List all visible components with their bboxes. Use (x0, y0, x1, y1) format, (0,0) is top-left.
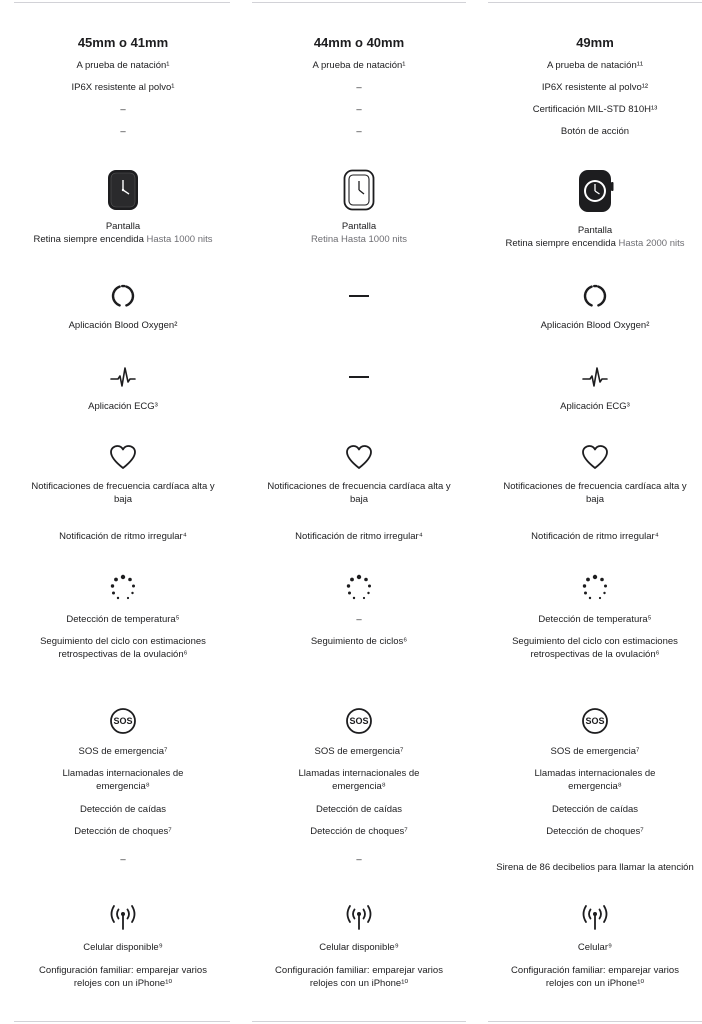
model-title: 49mm (576, 35, 614, 50)
dash-icon (349, 376, 369, 378)
crash-detection: Detección de choques⁷ (310, 826, 408, 837)
ecg-icon (580, 363, 610, 393)
display-spec (242, 233, 476, 246)
mil-spec: – (356, 104, 362, 115)
action-button-spec: Botón de acción (560, 126, 630, 137)
international-calls: Llamadas internacionales de emergencia⁸ (534, 768, 656, 792)
dust-spec: – (356, 82, 362, 93)
ecg-icon (108, 363, 138, 393)
temperature-icon (108, 573, 138, 603)
mil-spec: – (120, 104, 126, 115)
siren: – (120, 854, 126, 865)
temperature-icon (344, 573, 374, 603)
heart-icon (344, 443, 374, 471)
action-button-spec: – (120, 126, 126, 137)
family-setup: Configuración familiar: emparejar varios relojes con un iPhone¹⁰ (511, 965, 679, 989)
display-label: Pantalla (577, 225, 613, 236)
display-brightness: Hasta 2000 nits (618, 238, 685, 249)
fall-detection: Detección de caídas (79, 804, 167, 815)
sos-badge-text: SOS (349, 716, 369, 726)
irregular-rhythm: Notificación de ritmo irregular⁴ (531, 531, 659, 542)
crash-detection: Detección de choques⁷ (74, 826, 172, 837)
irregular-rhythm: Notificación de ritmo irregular⁴ (59, 531, 187, 542)
cellular-label: Celular disponible⁹ (319, 942, 399, 953)
international-calls: Llamadas internacionales de emergencia⁸ (298, 768, 420, 792)
compare-column-se (242, 0, 476, 1024)
action-button-spec: – (356, 126, 362, 137)
swim-spec: A prueba de natación¹ (76, 60, 170, 71)
display-brightness: Hasta 1000 nits (341, 234, 408, 245)
temperature-sensing: – (356, 614, 362, 625)
siren: – (356, 854, 362, 865)
display-brightness: Hasta 1000 nits (146, 234, 213, 245)
cellular-icon (342, 904, 376, 932)
sos-icon (109, 707, 137, 735)
dash-icon (349, 295, 369, 297)
crash-detection: Detección de choques⁷ (546, 826, 644, 837)
sos-icon (345, 707, 373, 735)
heart-icon (580, 443, 610, 471)
display-type: Retina siempre encendida (505, 238, 616, 249)
family-setup: Configuración familiar: emparejar varios relojes con un iPhone¹⁰ (39, 965, 207, 989)
temperature-icon (580, 573, 610, 603)
cellular-icon (578, 904, 612, 932)
display-label: Pantalla (105, 221, 141, 232)
ecg-label: Aplicación ECG³ (560, 401, 630, 412)
watch-ultra-icon (575, 168, 615, 214)
blood-oxygen-icon (109, 282, 137, 310)
ecg-label: Aplicación ECG³ (88, 401, 158, 412)
temperature-sensing: Detección de temperatura⁵ (66, 614, 180, 625)
hr-notifications: Notificaciones de frecuencia cardíaca alta y baja (31, 481, 215, 505)
emergency-sos: SOS de emergencia⁷ (550, 746, 640, 757)
heart-icon (108, 443, 138, 471)
cellular-icon (106, 904, 140, 932)
emergency-sos: SOS de emergencia⁷ (78, 746, 168, 757)
display-spec (478, 237, 702, 250)
blood-oxygen-label: Aplicación Blood Oxygen² (68, 320, 178, 331)
model-title: 44mm o 40mm (313, 35, 405, 50)
cellular-label: Celular disponible⁹ (83, 942, 163, 953)
sos-icon (581, 707, 609, 735)
hr-notifications: Notificaciones de frecuencia cardíaca alta y baja (267, 481, 451, 505)
mil-spec: Certificación MIL-STD 810H¹³ (532, 104, 658, 115)
fall-detection: Detección de caídas (551, 804, 639, 815)
cycle-tracking: Seguimiento de ciclos⁶ (310, 636, 408, 647)
swim-spec: A prueba de natación¹¹ (546, 60, 644, 71)
fall-detection: Detección de caídas (315, 804, 403, 815)
model-title: 45mm o 41mm (77, 35, 169, 50)
display-label: Pantalla (341, 221, 377, 232)
dust-spec: IP6X resistente al polvo¹ (71, 82, 175, 93)
irregular-rhythm: Notificación de ritmo irregular⁴ (295, 531, 423, 542)
siren: Sirena de 86 decibelios para llamar la atención (496, 862, 694, 873)
cycle-tracking: Seguimiento del ciclo con estimaciones retrospectivas de la ovulación⁶ (512, 636, 678, 660)
blood-oxygen-icon (581, 282, 609, 310)
swim-spec: A prueba de natación¹ (312, 60, 406, 71)
international-calls: Llamadas internacionales de emergencia⁸ (62, 768, 184, 792)
dust-spec: IP6X resistente al polvo¹² (541, 82, 649, 93)
cycle-tracking: Seguimiento del ciclo con estimaciones retrospectivas de la ovulación⁶ (40, 636, 206, 660)
family-setup: Configuración familiar: emparejar varios relojes con un iPhone¹⁰ (275, 965, 443, 989)
cellular-label: Celular⁹ (577, 942, 613, 953)
hr-notifications: Notificaciones de frecuencia cardíaca alta y baja (503, 481, 687, 505)
emergency-sos: SOS de emergencia⁷ (314, 746, 404, 757)
blood-oxygen-label: Aplicación Blood Oxygen² (540, 320, 650, 331)
sos-badge-text: SOS (585, 716, 605, 726)
display-spec (6, 233, 240, 246)
sos-badge-text: SOS (113, 716, 133, 726)
display-type: Retina siempre encendida (33, 234, 144, 245)
display-type: Retina (310, 234, 339, 245)
watch-se-icon (342, 168, 376, 212)
compare-column-series (6, 0, 240, 1024)
watch-series-icon (106, 168, 140, 212)
temperature-sensing: Detección de temperatura⁵ (538, 614, 652, 625)
compare-column-ultra (478, 0, 702, 1024)
